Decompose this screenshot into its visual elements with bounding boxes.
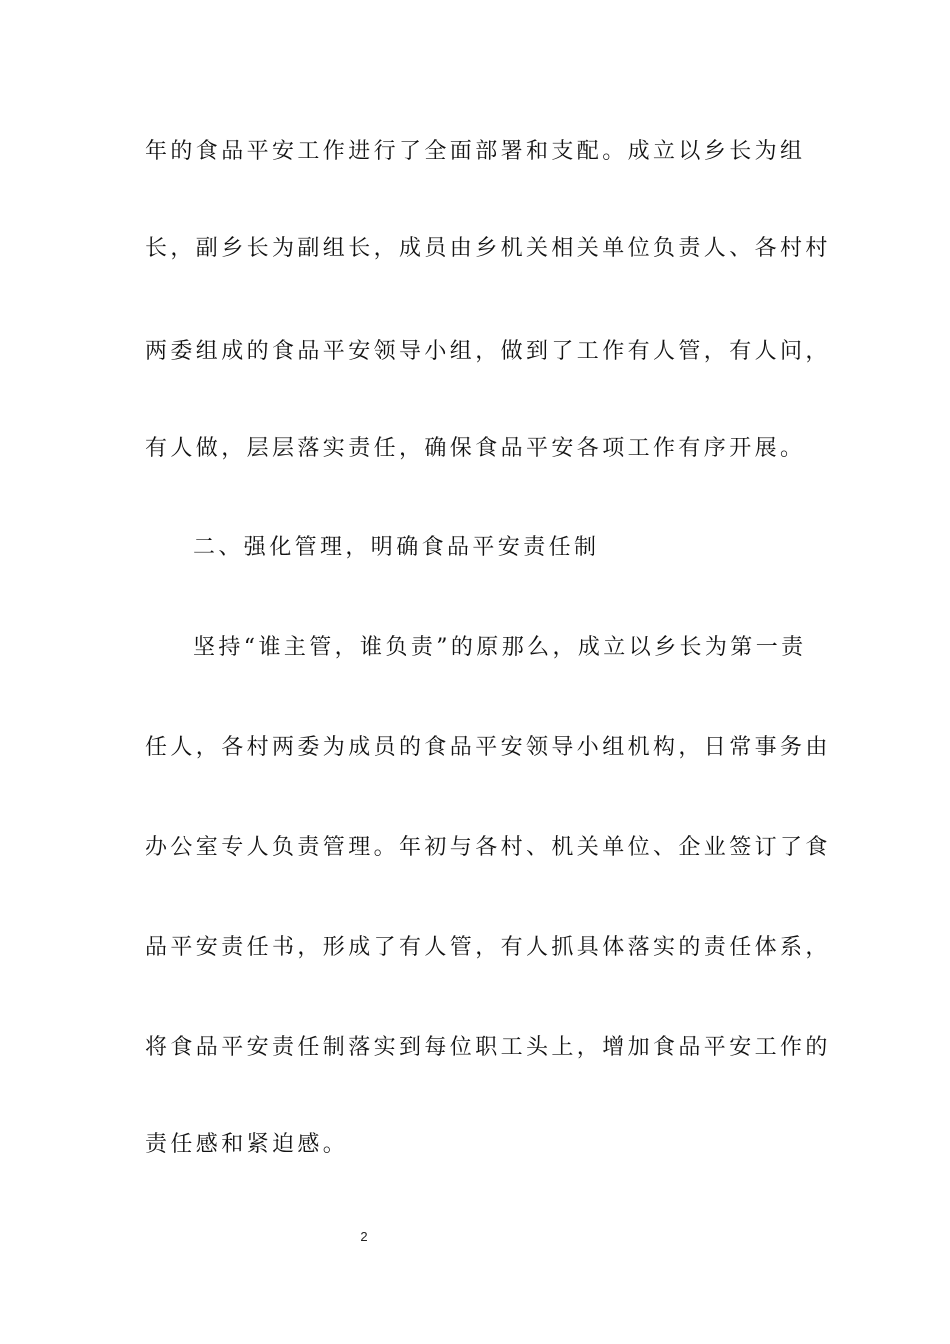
paragraph2-line: 坚持“谁主管，谁负责”的原那么，成立以乡长为第一责	[193, 635, 807, 660]
section-heading: 二、强化管理，明确食品平安责任制	[193, 535, 600, 560]
paragraph2-line: 责任感和紧迫感。	[145, 1132, 349, 1157]
page-number: 2	[360, 1229, 368, 1244]
paragraph2-line: 品平安责任书，形成了有人管，有人抓具体落实的责任体系，	[145, 935, 831, 960]
paragraph2-line: 将食品平安责任制落实到每位职工头上，增加食品平安工作的	[145, 1035, 831, 1060]
paragraph1-line: 有人做，层层落实责任，确保食品平安各项工作有序开展。	[145, 436, 806, 461]
paragraph1-line: 两委组成的食品平安领导小组，做到了工作有人管，有人问，	[145, 339, 831, 364]
paragraph2-line: 任人，各村两委为成员的食品平安领导小组机构，日常事务由	[145, 735, 831, 760]
paragraph2-line: 办公室专人负责管理。年初与各村、机关单位、企业签订了食	[145, 835, 831, 860]
paragraph1-line: 年的食品平安工作进行了全面部署和支配。成立以乡长为组	[145, 139, 806, 164]
paragraph1-line: 长，副乡长为副组长，成员由乡机关相关单位负责人、各村村	[145, 236, 831, 261]
